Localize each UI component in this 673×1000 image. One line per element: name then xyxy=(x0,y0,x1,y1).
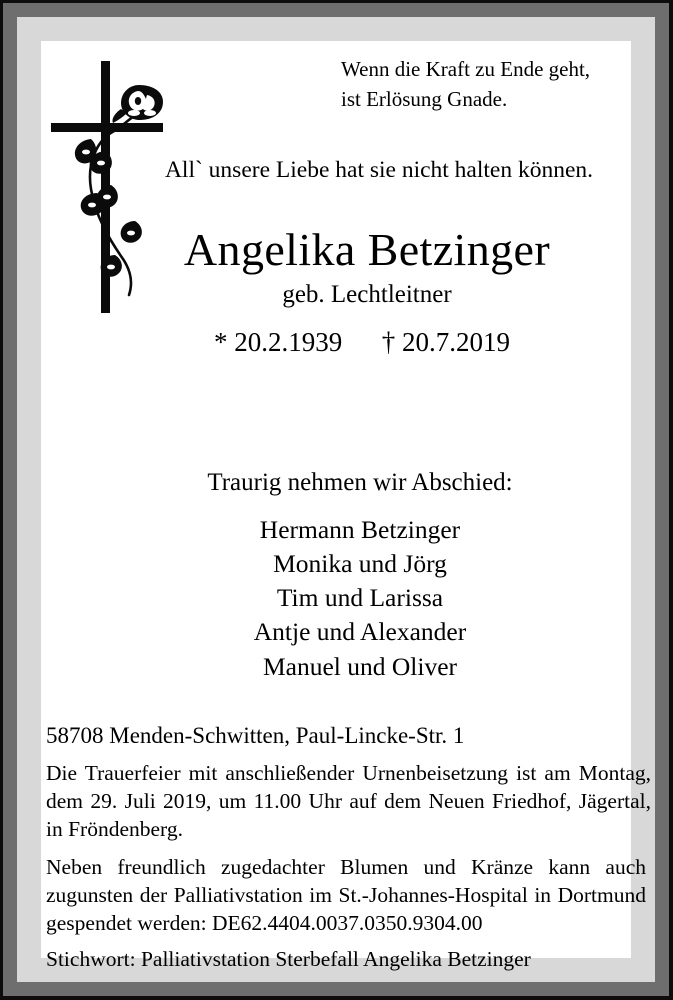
deceased-name: Angelika Betzinger xyxy=(183,224,551,275)
birth-date: 20.2.1939 xyxy=(234,327,343,357)
ceremony-note: Die Trauerfeier mit anschließender Urnenbeisetzung ist am Montag, dem 29. Juli 2019, um 11.00 Uhr auf dem Neuen Friedhof, Jägertal, in Fröndenberg. xyxy=(46,761,651,842)
epigraph-line-2: ist Erlösung Gnade. xyxy=(341,86,508,111)
life-dates xyxy=(41,327,631,358)
death-symbol: † xyxy=(381,327,396,357)
address-line: 58708 Menden-Schwitten, Paul-Lincke-Str. 1 xyxy=(46,723,465,748)
mourner-line: Manuel und Oliver xyxy=(262,651,458,681)
donation-note: Neben freundlich zugedachter Blumen und Kränze kann auch zugunsten der Palliativstation im St.-Johannes-Hospital in Dortmund gespendet werden: DE62.4404.0037.0350.9304.00 xyxy=(46,855,646,936)
notice-paper xyxy=(41,41,651,971)
farewell-heading: Traurig nehmen wir Abschied: xyxy=(207,469,513,496)
mourners-list xyxy=(41,513,631,684)
birth-symbol: * xyxy=(214,327,228,357)
frame-inner-band xyxy=(17,17,655,982)
mourner-line: Monika und Jörg xyxy=(273,549,447,579)
death-date: 20.7.2019 xyxy=(402,327,510,357)
mourner-line: Hermann Betzinger xyxy=(259,515,461,544)
mourner-line: Tim und Larissa xyxy=(276,583,444,613)
epigraph xyxy=(341,55,671,115)
mourner-line: Antje und Alexander xyxy=(253,617,467,647)
lead-line: All` unsere Liebe hat sie nicht halten können. xyxy=(164,157,594,183)
maiden-name: geb. Lechtleitner xyxy=(282,281,452,308)
epigraph-line-1: Wenn die Kraft zu Ende geht, xyxy=(341,57,591,81)
donation-keyword-line: Stichwort: Palliativstation Sterbefall Angelika Betzinger xyxy=(46,947,531,971)
